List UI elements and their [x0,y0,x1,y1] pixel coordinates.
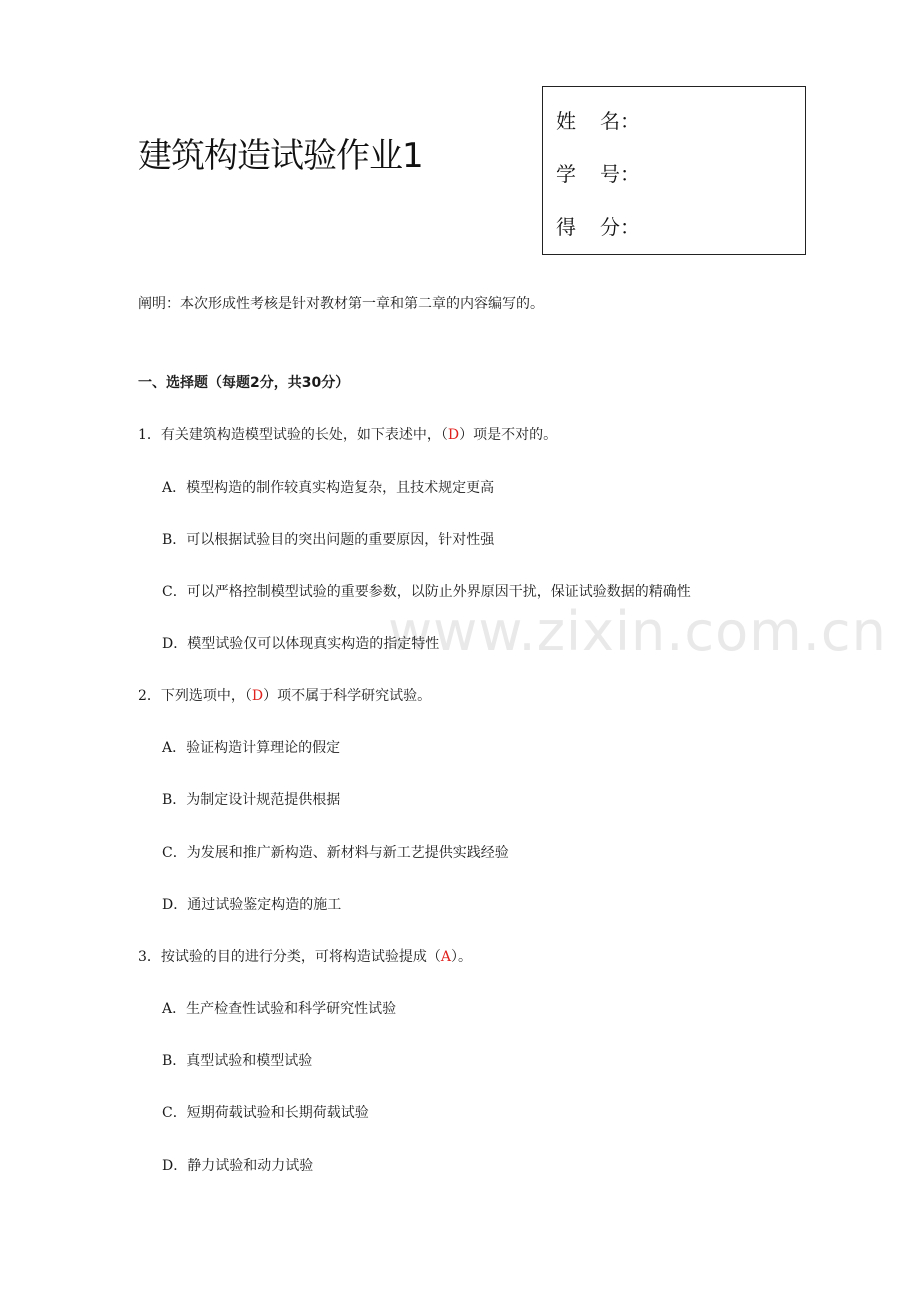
option-1a: A．模型构造的制作较真实构造复杂，且技术规定更高 [162,480,495,496]
question-text-end: ）项是不对的。 [459,427,558,443]
option-3c: C．短期荷载试验和长期荷载试验 [162,1105,369,1121]
option-3a: A．生产检查性试验和科学研究性试验 [162,1001,397,1017]
student-id-row [556,158,640,187]
score-label-char: 得 [556,215,576,239]
section-heading: 一、选择题（每题2分，共30分） [138,375,350,391]
question-2 [138,686,431,706]
score-label: 分： [600,215,640,239]
question-text: 2．下列选项中，（ [138,688,252,704]
question-3 [138,947,472,967]
option-1d: D．模型试验仅可以体现真实构造的指定特性 [162,636,440,652]
option-2c: C．为发展和推广新构造、新材料与新工艺提供实践经验 [162,845,509,861]
option-1c: C．可以严格控制模型试验的重要参数，以防止外界原因干扰，保证试验数据的精确性 [162,584,691,600]
question-text: 1．有关建筑构造模型试验的长处，如下表述中，（ [138,427,448,443]
answer-mark: D [251,688,264,704]
question-1 [138,425,557,445]
option-2b: B．为制定设计规范提供根据 [162,792,341,808]
question-text-end: ）。 [451,949,473,965]
answer-mark: D [447,427,460,443]
option-1b: B．可以根据试验目的突出问题的重要原因，针对性强 [162,532,495,548]
name-row [556,105,640,134]
question-text-end: ）项不属于科学研究试验。 [263,688,432,704]
instruction-note: 阐明：本次形成性考核是针对教材第一章和第二章的内容编写的。 [138,296,544,312]
name-label-char: 姓 [556,109,576,133]
option-2d: D．通过试验鉴定构造的施工 [162,897,342,913]
id-label: 号： [600,162,640,186]
option-2a: A．验证构造计算理论的假定 [162,740,341,756]
watermark: www.zixin.com.cn [388,600,887,663]
option-3d: D．静力试验和动力试验 [162,1158,314,1174]
name-label: 名： [600,109,640,133]
option-3b: B．真型试验和模型试验 [162,1053,313,1069]
page-title: 建筑构造试验作业1 [138,136,423,176]
id-label-char: 学 [556,162,576,186]
student-info-box [542,86,806,255]
question-text: 3．按试验的目的进行分类，可将构造试验提成（ [138,949,441,965]
answer-mark: A [440,949,452,965]
score-row [556,211,640,240]
